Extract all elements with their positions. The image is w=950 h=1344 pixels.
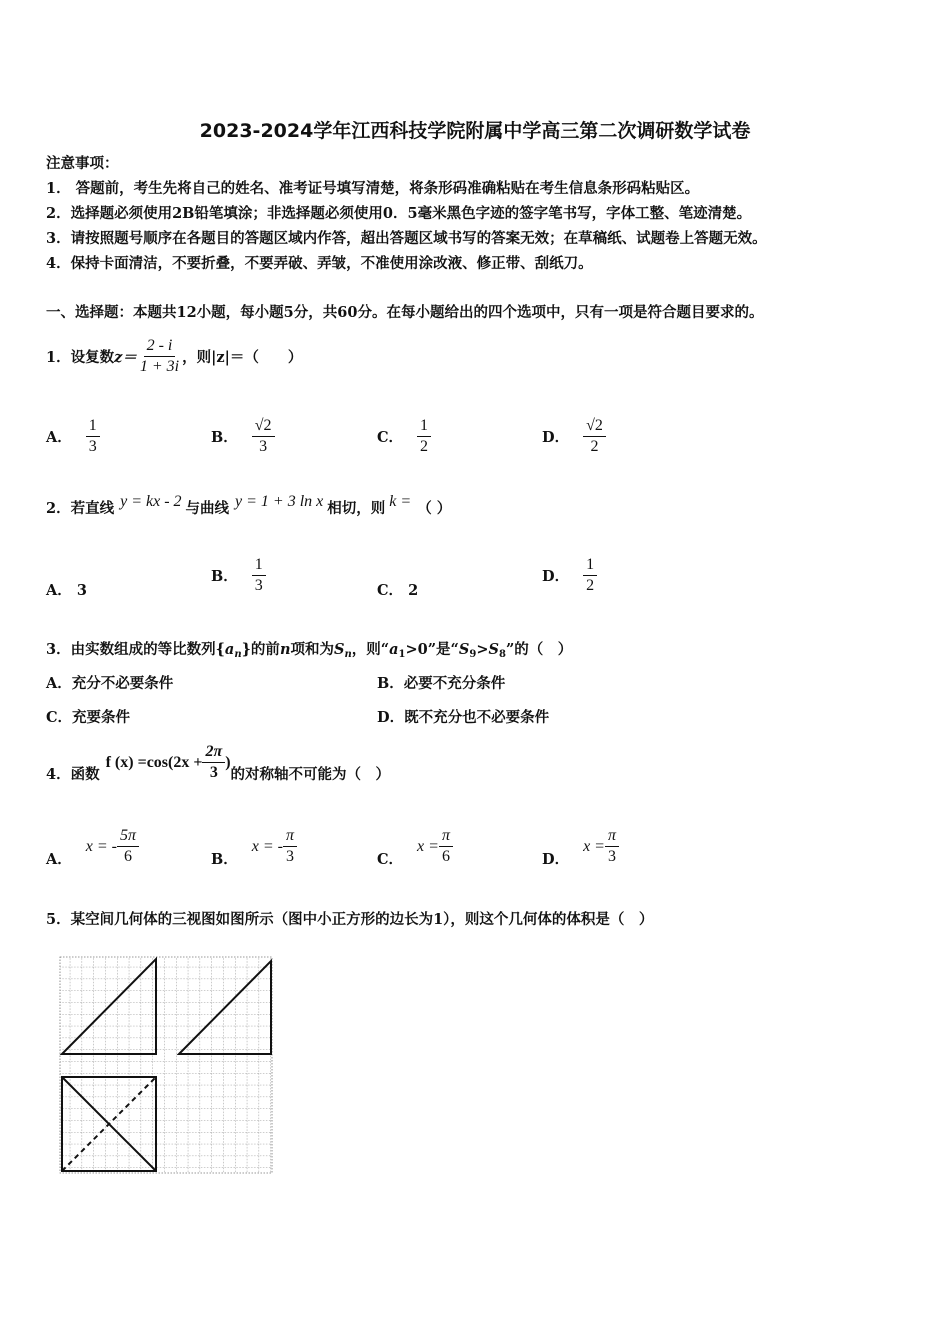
option-label: B． <box>211 851 238 868</box>
q3-gt: > <box>476 641 489 658</box>
q1-prefix: 1．设复数 <box>46 349 115 366</box>
q2-option-d[interactable] <box>542 555 597 596</box>
q2-k: k = <box>389 492 412 510</box>
option-num: π <box>605 826 619 847</box>
option-fraction <box>252 555 266 596</box>
q2-mid2: 相切，则 <box>327 500 386 517</box>
q3-option-d[interactable] <box>377 706 549 727</box>
q1-option-c[interactable] <box>377 416 431 457</box>
notice-item-4: 4．保持卡面清洁，不要折叠，不要弄破、弄皱，不准使用涂改液、修正带、刮纸刀。 <box>46 255 593 272</box>
q3-s9-sub: 9 <box>469 649 477 660</box>
q3-text-3: 项和为 <box>290 641 334 658</box>
option-label: D． <box>542 851 570 868</box>
q2-prefix: 2．若直线 <box>46 500 115 517</box>
q2-line-eq: y = kx - 2 <box>120 492 182 510</box>
option-label: C． <box>46 709 73 726</box>
q1-option-a[interactable] <box>46 416 100 457</box>
q2-option-b[interactable] <box>211 555 266 596</box>
option-den: 3 <box>607 848 616 865</box>
q3-option-a[interactable] <box>46 672 173 693</box>
option-label: C． <box>377 851 404 868</box>
option-lhs: x = - <box>251 837 283 855</box>
option-fraction <box>605 826 619 867</box>
q1-option-d[interactable] <box>542 416 606 457</box>
q3-n: n <box>279 641 291 658</box>
question-2 <box>46 492 452 518</box>
q1-fraction <box>137 336 182 377</box>
option-num: √2 <box>252 416 275 437</box>
option-fraction <box>86 416 100 457</box>
q4-option-a[interactable] <box>46 824 139 869</box>
option-text: 2 <box>408 582 419 599</box>
option-label: D． <box>542 429 570 446</box>
notice-heading: 注意事项： <box>46 155 119 172</box>
option-label: B． <box>211 568 238 585</box>
option-label: B． <box>211 429 238 446</box>
q1-num: 2 - i <box>144 336 176 357</box>
q3-text-4: ，则“ <box>351 641 390 658</box>
q4-close: ) <box>225 753 231 771</box>
option-num: 1 <box>417 416 431 437</box>
q1-option-b[interactable] <box>211 416 275 457</box>
option-num: 1 <box>252 555 266 576</box>
option-den: 2 <box>586 577 595 594</box>
option-text: 必要不充分条件 <box>403 675 506 692</box>
option-num: π <box>439 826 453 847</box>
q1-suffix: ，则|z|＝（ ） <box>182 349 303 366</box>
q2-option-a[interactable] <box>46 579 87 600</box>
option-label: D． <box>377 709 405 726</box>
q4-option-c[interactable] <box>377 824 453 869</box>
option-num: 1 <box>583 555 597 576</box>
q2-option-c[interactable] <box>377 579 418 600</box>
option-text: 既不充分也不必要条件 <box>404 709 550 726</box>
notice-item-1: 1． 答题前，考生先将自己的姓名、准考证号填写清楚，将条形码准确粘贴在考生信息条形码粘贴区。 <box>46 180 700 197</box>
option-fraction <box>252 416 275 457</box>
q3-a-sub: n <box>234 649 242 660</box>
q3-a1: a <box>389 641 399 658</box>
option-fraction <box>117 826 139 867</box>
option-den: 6 <box>124 848 132 865</box>
q3-s8-sub: 8 <box>498 649 506 660</box>
option-num: 5π <box>117 826 139 847</box>
q4-option-b[interactable] <box>211 824 297 869</box>
option-label: D． <box>542 568 570 585</box>
q3-s9: S <box>458 641 470 658</box>
option-text: 充分不必要条件 <box>71 675 174 692</box>
option-den: 2 <box>590 438 599 455</box>
notice-item-3: 3．请按照题号顺序在各题目的答题区域内作答，超出答题区域书写的答案无效；在草稿纸、试题卷上答题无效。 <box>46 230 767 247</box>
question-5: 5．某空间几何体的三视图如图所示（图中小正方形的边长为1），则这个几何体的体积是（ ） <box>46 911 654 928</box>
q3-a: a <box>224 641 235 658</box>
q3-text-2: }的前 <box>241 641 280 658</box>
option-label: A． <box>46 851 72 868</box>
q3-a1-sub: 1 <box>398 649 406 660</box>
three-view-figure <box>58 955 274 1175</box>
q4-function: f (x) =cos(2x + <box>105 753 203 771</box>
option-text: 3 <box>76 582 87 599</box>
section-heading: 一、选择题：本题共12小题，每小题5分，共60分。在每小题给出的四个选项中，只有一项是符合题目要求的。 <box>46 304 764 321</box>
option-den: 3 <box>88 438 97 455</box>
q3-text-6: ”的（ ） <box>505 641 573 658</box>
option-fraction <box>417 416 431 457</box>
question-1 <box>46 336 302 377</box>
option-text: 充要条件 <box>72 709 131 726</box>
q4-prefix: 4．函数 <box>46 766 100 783</box>
q3-s-sub: n <box>344 649 352 660</box>
q3-s8: S <box>488 641 499 658</box>
option-den: 3 <box>254 577 263 594</box>
q3-text-1: 3．由实数组成的等比数列{ <box>46 641 225 658</box>
q3-s: S <box>333 641 345 658</box>
option-fraction <box>283 826 297 867</box>
option-label: C． <box>377 582 404 599</box>
option-fraction <box>583 555 597 596</box>
q3-text-5: >0”是“ <box>405 641 459 658</box>
option-fraction <box>439 826 453 867</box>
question-4 <box>46 741 390 784</box>
option-lhs: x = <box>583 837 605 855</box>
option-den: 3 <box>259 438 268 455</box>
option-den: 2 <box>420 438 429 455</box>
option-den: 6 <box>441 848 450 865</box>
option-lhs: x = <box>417 837 439 855</box>
q3-option-b[interactable] <box>377 672 505 693</box>
page-title: 2023-2024学年江西科技学院附属中学高三第二次调研数学试卷 <box>199 120 751 142</box>
option-label: B． <box>377 675 404 692</box>
q4-num: 2π <box>202 742 225 763</box>
question-3 <box>46 638 572 660</box>
option-num: √2 <box>583 416 606 437</box>
grid-background <box>60 957 272 1173</box>
option-lhs: x = - <box>85 837 117 855</box>
q4-den: 3 <box>209 764 218 781</box>
option-label: A． <box>46 582 72 599</box>
q1-den: 1 + 3i <box>139 358 180 375</box>
option-num: 1 <box>86 416 100 437</box>
q1-var: z＝ <box>114 349 137 366</box>
option-label: C． <box>377 429 404 446</box>
option-num: π <box>283 826 297 847</box>
option-label: A． <box>46 675 72 692</box>
q4-option-d[interactable] <box>542 824 619 869</box>
q4-suffix: 的对称轴不可能为（ ） <box>230 766 391 783</box>
option-label: A． <box>46 429 72 446</box>
q3-option-c[interactable] <box>46 706 130 727</box>
notice-item-2: 2．选择题必须使用2B铅笔填涂；非选择题必须使用0．5毫米黑色字迹的签字笔书写，字体工整、笔迹清楚。 <box>46 205 752 222</box>
option-fraction <box>583 416 606 457</box>
q2-suffix: （ ） <box>417 500 452 517</box>
q4-fraction <box>202 742 225 783</box>
q2-curve-eq: y = 1 + 3 ln x <box>235 492 324 510</box>
q2-mid: 与曲线 <box>185 500 230 517</box>
option-den: 3 <box>286 848 294 865</box>
